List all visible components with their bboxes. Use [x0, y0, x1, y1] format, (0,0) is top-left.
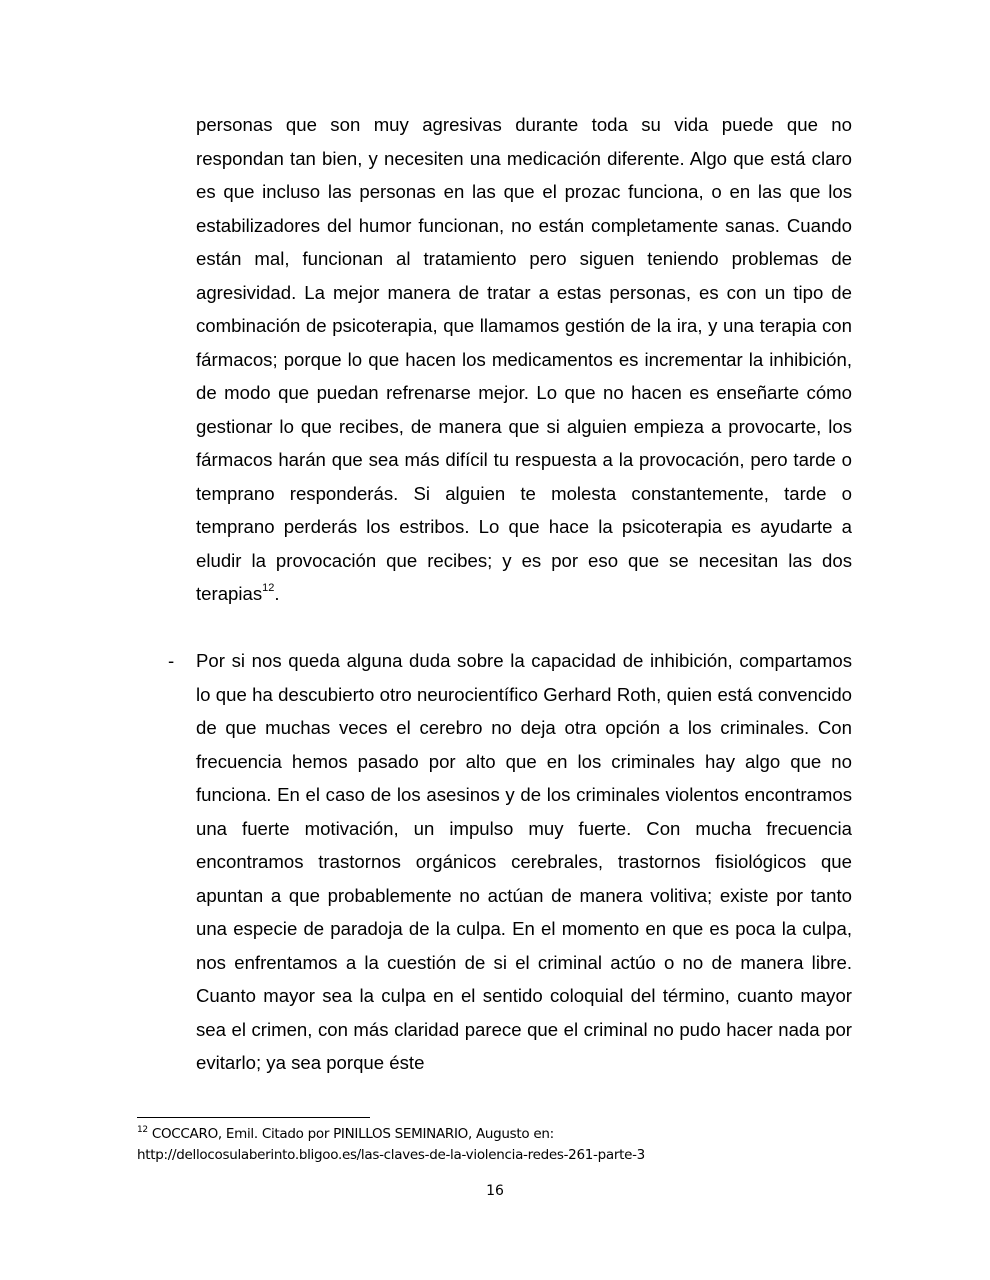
- footnote-citation-text: COCCARO, Emil. Citado por PINILLOS SEMINARIO, Augusto en:: [147, 1126, 554, 1142]
- footnote-line-citation: [137, 1124, 877, 1145]
- footnote: [137, 1124, 877, 1166]
- page-number: 16: [486, 1183, 504, 1199]
- paragraph-end-punctuation: .: [274, 583, 280, 604]
- footnote-url[interactable]: http://dellocosulaberinto.bligoo.es/las-claves-de-la-violencia-redes-261-parte-3: [137, 1147, 645, 1163]
- body-paragraph: [196, 108, 852, 611]
- paragraph-text: personas que son muy agresivas durante toda su vida puede que no respondan tan bien, y necesiten una medicación diferente. Algo que está claro es que incluso las personas en las que el prozac funciona, o en las que los estabilizadores del humor funcionan, no están completamente sanas. Cuando están mal, funcionan al tratamiento pero siguen teniendo problemas de agresividad. La mejor manera de tratar a estas personas, es con un tipo de combinación de psicoterapia, que llamamos gestión de la ira, y una terapia con fármacos; porque lo que hacen los medicamentos es incrementar la inhibición, de modo que puedan refrenarse mejor. Lo que no hacen es enseñarte cómo gestionar lo que recibes, de manera que si alguien empieza a provocarte, los fármacos harán que sea más difícil tu respuesta a la provocación, pero tarde o temprano responderás. Si alguien te molesta constantemente, tarde o temprano perderás los estribos. Lo que hace la psicoterapia es ayudarte a eludir la provocación que recibes; y es por eso que se necesitan las dos terapias: [196, 114, 852, 604]
- bullet-paragraph: Por si nos queda alguna duda sobre la capacidad de inhibición, compartamos lo que ha descubierto otro neurocientífico Gerhard Roth, quien está convencido de que muchas veces el cerebro no deja otra opción a los criminales. Con frecuencia hemos pasado por alto que en los criminales hay algo que no funciona. En el caso de los asesinos y de los criminales violentos encontramos una fuerte motivación, un impulso muy fuerte. Con mucha frecuencia encontramos trastornos orgánicos cerebrales, trastornos fisiológicos que apuntan a que probablemente no actúan de manera volitiva; existe por tanto una especie de paradoja de la culpa. En el momento en que es poca la culpa, nos enfrentamos a la cuestión de si el criminal actúo o no de manera libre. Cuanto mayor sea la culpa en el sentido coloquial del término, cuanto mayor sea el crimen, con más claridad parece que el criminal no pudo hacer nada por evitarlo; ya sea porque éste: [196, 650, 852, 1073]
- footnote-reference[interactable]: 12: [262, 581, 275, 594]
- bullet-marker: -: [168, 650, 175, 671]
- footnote-number: 12: [137, 1124, 148, 1135]
- bullet-list-item: [168, 644, 852, 1080]
- footnote-separator: [137, 1117, 370, 1118]
